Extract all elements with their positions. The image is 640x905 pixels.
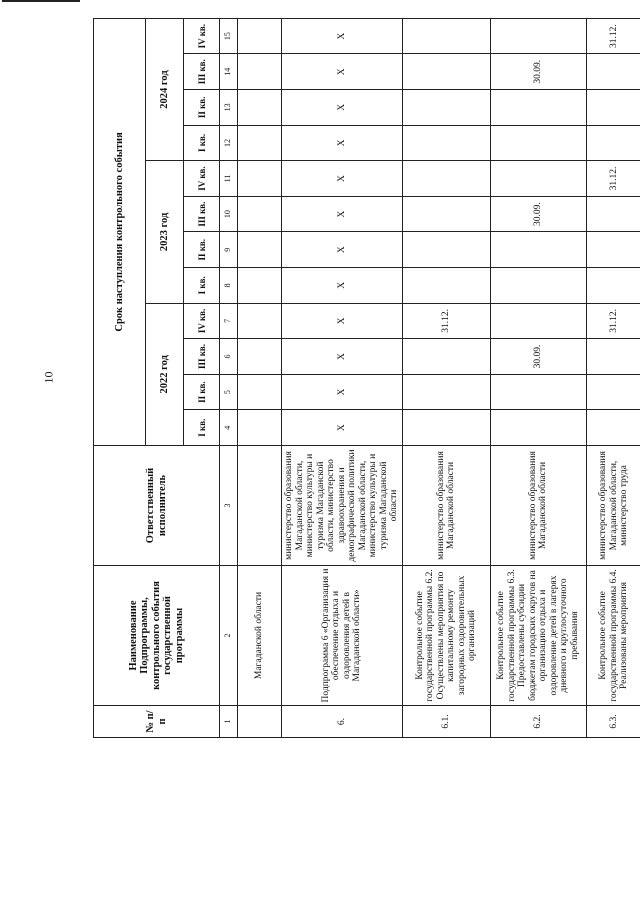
row-term-mark bbox=[586, 232, 640, 268]
row-term-mark bbox=[238, 232, 282, 268]
row-name: Подпрограмма 6 «Организация и обеспечение отдыха и оздоровления детей в Магаданской области» bbox=[282, 566, 403, 706]
table-row bbox=[402, 18, 490, 737]
column-index: 1 bbox=[220, 706, 238, 738]
row-term-mark bbox=[490, 303, 586, 339]
row-term-mark: X bbox=[282, 268, 403, 304]
header-quarter: II кв. bbox=[184, 374, 220, 410]
header-quarter: II кв. bbox=[184, 232, 220, 268]
row-term-mark bbox=[586, 196, 640, 232]
row-term-mark: X bbox=[282, 125, 403, 161]
row-name: Контрольное событие государственной программы 6.2. Осуществлены мероприятия по капитальному ремонту загородных оздоровительных организаций bbox=[402, 566, 490, 706]
row-term-mark bbox=[490, 90, 586, 126]
row-term-mark bbox=[402, 196, 490, 232]
row-term-mark bbox=[586, 268, 640, 304]
column-index: 3 bbox=[220, 446, 238, 566]
row-term-mark bbox=[402, 232, 490, 268]
row-term-mark: 31.12. bbox=[586, 18, 640, 54]
row-term-mark bbox=[490, 232, 586, 268]
row-term-mark bbox=[238, 374, 282, 410]
row-term-mark bbox=[490, 410, 586, 446]
row-term-mark bbox=[586, 125, 640, 161]
header-index-row bbox=[220, 18, 238, 737]
header-term: Срок наступления контрольного события bbox=[94, 18, 146, 445]
row-term-mark bbox=[490, 125, 586, 161]
row-term-mark bbox=[238, 54, 282, 90]
row-term-mark bbox=[402, 54, 490, 90]
row-term-mark bbox=[402, 125, 490, 161]
row-term-mark bbox=[238, 161, 282, 197]
row-term-mark: X bbox=[282, 54, 403, 90]
row-term-mark: X bbox=[282, 303, 403, 339]
row-term-mark bbox=[238, 196, 282, 232]
column-index: 15 bbox=[220, 18, 238, 54]
row-term-mark: 31.12. bbox=[402, 303, 490, 339]
row-term-mark: 30.09. bbox=[490, 339, 586, 375]
row-number: 6.3. bbox=[586, 706, 640, 738]
row-executor: министерство образования Магаданской области bbox=[490, 446, 586, 566]
row-term-mark bbox=[238, 90, 282, 126]
header-quarter: I кв. bbox=[184, 125, 220, 161]
header-year-2023: 2023 год bbox=[146, 161, 184, 303]
row-term-mark: 31.12. bbox=[586, 303, 640, 339]
column-index: 14 bbox=[220, 54, 238, 90]
row-term-mark bbox=[586, 54, 640, 90]
row-number: 6. bbox=[282, 706, 403, 738]
header-name: Наименование Подпрограммы, контрольного события государственной программы bbox=[94, 566, 220, 706]
rotated-table-wrapper bbox=[93, 18, 630, 738]
row-term-mark bbox=[238, 18, 282, 54]
table-row bbox=[490, 18, 586, 737]
header-year-2022: 2022 год bbox=[146, 303, 184, 445]
column-index: 2 bbox=[220, 566, 238, 706]
header-quarter: I кв. bbox=[184, 268, 220, 304]
row-term-mark: X bbox=[282, 18, 403, 54]
header-executor: Ответственный исполнитель bbox=[94, 446, 220, 566]
row-term-mark: X bbox=[282, 161, 403, 197]
header-quarter: IV кв. bbox=[184, 161, 220, 197]
row-term-mark bbox=[402, 339, 490, 375]
row-term-mark bbox=[586, 410, 640, 446]
row-name: Контрольное событие государственной программы 6.3. Предоставлены субсидии бюджетам городских округов на организацию отдыха и оздоровление детей в лагерях дневного и круглосуточного пребывания bbox=[490, 566, 586, 706]
column-index: 12 bbox=[220, 125, 238, 161]
column-index: 5 bbox=[220, 374, 238, 410]
row-term-mark bbox=[490, 268, 586, 304]
row-name: Магаданской области bbox=[238, 566, 282, 706]
row-term-mark: X bbox=[282, 339, 403, 375]
table-row bbox=[282, 18, 403, 737]
page-number: 10 bbox=[41, 371, 56, 384]
row-term-mark bbox=[238, 410, 282, 446]
row-term-mark: X bbox=[282, 232, 403, 268]
top-rule bbox=[2, 0, 80, 2]
row-term-mark bbox=[586, 90, 640, 126]
row-term-mark bbox=[238, 303, 282, 339]
header-year-2024: 2024 год bbox=[146, 18, 184, 160]
row-term-mark bbox=[402, 90, 490, 126]
column-index: 6 bbox=[220, 339, 238, 375]
row-name: Контрольное событие государственной программы 6.4. Реализованы мероприятия bbox=[586, 566, 640, 706]
row-term-mark bbox=[402, 268, 490, 304]
row-term-mark bbox=[586, 374, 640, 410]
row-executor: министерство образования Магаданской области, министерство труда bbox=[586, 446, 640, 566]
row-executor: министерство образования Магаданской области, министерство культуры и туризма Магаданской области, министерство здравоохранения и демографической политики Магаданской области, министерство культуры и туризма Магаданской области bbox=[282, 446, 403, 566]
row-number bbox=[238, 706, 282, 738]
header-quarter: III кв. bbox=[184, 196, 220, 232]
column-index: 9 bbox=[220, 232, 238, 268]
row-term-mark: 31.12. bbox=[586, 161, 640, 197]
column-index: 8 bbox=[220, 268, 238, 304]
row-term-mark bbox=[490, 374, 586, 410]
row-term-mark bbox=[402, 161, 490, 197]
header-quarter: IV кв. bbox=[184, 18, 220, 54]
header-quarter: II кв. bbox=[184, 90, 220, 126]
column-index: 10 bbox=[220, 196, 238, 232]
row-term-mark bbox=[238, 268, 282, 304]
control-events-table bbox=[93, 18, 640, 738]
column-index: 7 bbox=[220, 303, 238, 339]
row-number: 6.2. bbox=[490, 706, 586, 738]
row-executor bbox=[238, 446, 282, 566]
table-row bbox=[586, 18, 640, 737]
table-body bbox=[238, 18, 640, 737]
row-term-mark bbox=[490, 18, 586, 54]
column-index: 11 bbox=[220, 161, 238, 197]
row-term-mark bbox=[238, 339, 282, 375]
row-term-mark bbox=[238, 125, 282, 161]
row-term-mark bbox=[586, 339, 640, 375]
table-row bbox=[238, 18, 282, 737]
row-term-mark: X bbox=[282, 90, 403, 126]
row-term-mark bbox=[402, 374, 490, 410]
header-quarter: III кв. bbox=[184, 54, 220, 90]
row-number: 6.1. bbox=[402, 706, 490, 738]
row-term-mark: 30.09. bbox=[490, 54, 586, 90]
column-index: 13 bbox=[220, 90, 238, 126]
column-index: 4 bbox=[220, 410, 238, 446]
header-quarter: III кв. bbox=[184, 339, 220, 375]
header-num: № п/п bbox=[94, 706, 220, 738]
row-term-mark: 30.09. bbox=[490, 196, 586, 232]
header-quarter: IV кв. bbox=[184, 303, 220, 339]
row-term-mark bbox=[402, 18, 490, 54]
row-term-mark bbox=[490, 161, 586, 197]
row-executor: министерство образования Магаданской области bbox=[402, 446, 490, 566]
header-quarter: I кв. bbox=[184, 410, 220, 446]
row-term-mark: X bbox=[282, 410, 403, 446]
row-term-mark bbox=[402, 410, 490, 446]
row-term-mark: X bbox=[282, 374, 403, 410]
row-term-mark: X bbox=[282, 196, 403, 232]
